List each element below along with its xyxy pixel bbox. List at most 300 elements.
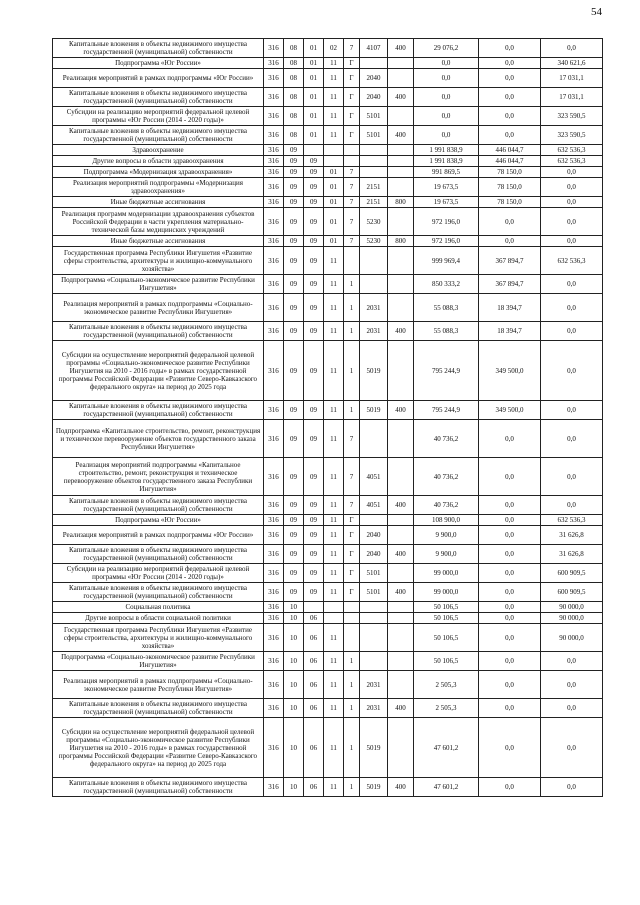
row-value-year2: 0,0 (479, 208, 541, 236)
row-name: Подпрограмма «Юг России» (53, 515, 264, 526)
row-cs-code: 2040 (360, 88, 388, 107)
row-name: Иные бюджетные ассигнования (53, 197, 264, 208)
row-cs-subprogram: Г (344, 545, 360, 564)
row-podrazdel: 06 (304, 624, 324, 652)
row-value-year2: 0,0 (479, 699, 541, 718)
row-name: Капитальные вложения в объекты недвижимого имущества государственной (муниципальной) собственности (53, 88, 264, 107)
row-name: Капитальные вложения в объекты недвижимого имущества государственной (муниципальной) собственности (53, 778, 264, 797)
row-value-year3: 0,0 (541, 236, 603, 247)
row-razdel: 09 (284, 145, 304, 156)
row-cs-subprogram: 1 (344, 401, 360, 420)
row-cs-program: 11 (324, 564, 344, 583)
row-value-year2: 0,0 (479, 718, 541, 778)
table-row (53, 401, 603, 420)
row-value-year1: 40 736,2 (414, 420, 479, 458)
table-row (53, 564, 603, 583)
row-vid-rashodov: 400 (388, 496, 414, 515)
row-ved: 316 (264, 420, 284, 458)
row-cs-subprogram: 7 (344, 39, 360, 58)
row-cs-code (360, 515, 388, 526)
row-value-year1: 9 900,0 (414, 526, 479, 545)
row-cs-program: 01 (324, 178, 344, 197)
row-cs-program: 11 (324, 126, 344, 145)
row-value-year1: 99 000,0 (414, 564, 479, 583)
row-podrazdel: 09 (304, 526, 324, 545)
row-value-year3: 0,0 (541, 778, 603, 797)
row-cs-subprogram: 1 (344, 294, 360, 322)
row-value-year3: 0,0 (541, 699, 603, 718)
row-razdel: 09 (284, 458, 304, 496)
row-value-year3: 0,0 (541, 458, 603, 496)
row-value-year1: 0,0 (414, 58, 479, 69)
row-value-year3: 632 536,3 (541, 156, 603, 167)
row-cs-program: 11 (324, 624, 344, 652)
row-vid-rashodov: 400 (388, 778, 414, 797)
row-value-year1: 795 244,9 (414, 341, 479, 401)
row-podrazdel: 09 (304, 322, 324, 341)
row-ved: 316 (264, 88, 284, 107)
row-ved: 316 (264, 545, 284, 564)
row-value-year1: 47 601,2 (414, 718, 479, 778)
table-row (53, 197, 603, 208)
row-ved: 316 (264, 236, 284, 247)
row-value-year3: 17 031,1 (541, 69, 603, 88)
row-vid-rashodov (388, 718, 414, 778)
row-ved: 316 (264, 69, 284, 88)
row-name: Реализация мероприятий в рамках подпрограммы «Юг России» (53, 69, 264, 88)
row-value-year3: 0,0 (541, 178, 603, 197)
table-row (53, 167, 603, 178)
row-name: Капитальные вложения в объекты недвижимого имущества государственной (муниципальной) собственности (53, 322, 264, 341)
row-cs-program: 11 (324, 496, 344, 515)
row-value-year1: 999 969,4 (414, 247, 479, 275)
table-row (53, 107, 603, 126)
row-cs-program: 01 (324, 167, 344, 178)
row-cs-subprogram: Г (344, 126, 360, 145)
row-podrazdel: 09 (304, 275, 324, 294)
row-value-year1: 50 106,5 (414, 652, 479, 671)
row-ved: 316 (264, 341, 284, 401)
row-razdel: 10 (284, 652, 304, 671)
row-cs-subprogram (344, 602, 360, 613)
row-cs-subprogram (344, 624, 360, 652)
row-vid-rashodov (388, 564, 414, 583)
row-value-year3: 0,0 (541, 420, 603, 458)
row-cs-code: 2031 (360, 322, 388, 341)
row-name: Капитальные вложения в объекты недвижимого имущества государственной (муниципальной) собственности (53, 699, 264, 718)
row-razdel: 09 (284, 247, 304, 275)
row-ved: 316 (264, 126, 284, 145)
row-cs-code: 5101 (360, 107, 388, 126)
row-cs-code: 2040 (360, 69, 388, 88)
row-value-year2: 0,0 (479, 671, 541, 699)
row-podrazdel: 09 (304, 496, 324, 515)
row-value-year2: 0,0 (479, 526, 541, 545)
row-name: Реализация мероприятий в рамках подпрограммы «Социально-экономическое развитие Республики Ингушетия» (53, 294, 264, 322)
row-name: Государственная программа Республики Ингушетия «Развитие сферы строительства, архитектуры и жилищно-коммунального хозяйства» (53, 247, 264, 275)
table-row (53, 718, 603, 778)
row-value-year1: 40 736,2 (414, 458, 479, 496)
row-value-year1: 19 673,5 (414, 178, 479, 197)
row-podrazdel (304, 145, 324, 156)
row-vid-rashodov (388, 515, 414, 526)
table-row (53, 671, 603, 699)
row-cs-code (360, 156, 388, 167)
row-name: Социальная политика (53, 602, 264, 613)
row-podrazdel: 09 (304, 458, 324, 496)
table-row (53, 294, 603, 322)
row-cs-code: 5101 (360, 583, 388, 602)
row-value-year3: 0,0 (541, 322, 603, 341)
row-ved: 316 (264, 156, 284, 167)
row-vid-rashodov (388, 247, 414, 275)
row-value-year3: 632 536,3 (541, 515, 603, 526)
row-cs-program: 02 (324, 39, 344, 58)
row-podrazdel: 06 (304, 671, 324, 699)
row-value-year2: 0,0 (479, 613, 541, 624)
row-cs-program: 11 (324, 247, 344, 275)
row-razdel: 10 (284, 624, 304, 652)
row-podrazdel: 09 (304, 247, 324, 275)
row-ved: 316 (264, 247, 284, 275)
row-cs-program: 11 (324, 420, 344, 458)
row-name: Субсидии на осуществление мероприятий федеральной целевой программы «Социально-экономическое развитие Республики Ингушетия на 2010 - 2016 годы» в рамках государственной программы Российской Федерации «Развитие Северо-Кавказского федерального округа» на период до 2025 года (53, 341, 264, 401)
table-row (53, 145, 603, 156)
row-razdel: 09 (284, 294, 304, 322)
row-cs-code: 5101 (360, 126, 388, 145)
row-ved: 316 (264, 699, 284, 718)
row-value-year2: 0,0 (479, 652, 541, 671)
row-value-year3: 0,0 (541, 496, 603, 515)
row-razdel: 08 (284, 58, 304, 69)
row-cs-code: 5019 (360, 341, 388, 401)
row-cs-program: 11 (324, 107, 344, 126)
row-cs-subprogram: Г (344, 88, 360, 107)
row-value-year1: 0,0 (414, 107, 479, 126)
row-razdel: 09 (284, 583, 304, 602)
row-value-year1: 1 991 838,9 (414, 156, 479, 167)
row-cs-code: 5230 (360, 208, 388, 236)
row-cs-program (324, 145, 344, 156)
row-value-year2: 0,0 (479, 564, 541, 583)
row-cs-subprogram: 1 (344, 778, 360, 797)
row-name: Подпрограмма «Социально-экономическое развитие Республики Ингушетия» (53, 275, 264, 294)
row-cs-code: 2031 (360, 294, 388, 322)
row-value-year2: 367 894,7 (479, 275, 541, 294)
table-row (53, 420, 603, 458)
row-cs-program: 11 (324, 526, 344, 545)
row-vid-rashodov (388, 602, 414, 613)
row-value-year2: 0,0 (479, 39, 541, 58)
row-cs-program: 01 (324, 236, 344, 247)
row-value-year1: 0,0 (414, 88, 479, 107)
row-value-year1: 850 333,2 (414, 275, 479, 294)
table-row (53, 88, 603, 107)
table-row (53, 583, 603, 602)
row-value-year3: 0,0 (541, 671, 603, 699)
row-name: Другие вопросы в области социальной политики (53, 613, 264, 624)
table-row (53, 236, 603, 247)
row-razdel: 08 (284, 88, 304, 107)
row-value-year2: 0,0 (479, 58, 541, 69)
row-cs-program: 11 (324, 545, 344, 564)
row-value-year3: 0,0 (541, 341, 603, 401)
row-name: Реализация мероприятий в рамках подпрограммы «Социально-экономическое развитие Республики Ингушетия» (53, 671, 264, 699)
row-vid-rashodov: 400 (388, 699, 414, 718)
row-vid-rashodov (388, 69, 414, 88)
row-podrazdel: 09 (304, 236, 324, 247)
row-cs-code (360, 613, 388, 624)
row-value-year3: 0,0 (541, 718, 603, 778)
row-vid-rashodov: 400 (388, 88, 414, 107)
row-name: Субсидии на осуществление мероприятий федеральной целевой программы «Социально-экономическое развитие Республики Ингушетия на 2010 - 2016 годы» в рамках государственной программы Российской Федерации «Развитие Северо-Кавказского федерального округа» на период до 2025 года (53, 718, 264, 778)
row-value-year2: 446 044,7 (479, 145, 541, 156)
row-cs-subprogram: 1 (344, 671, 360, 699)
row-podrazdel: 09 (304, 583, 324, 602)
row-value-year1: 9 900,0 (414, 545, 479, 564)
row-vid-rashodov (388, 624, 414, 652)
row-ved: 316 (264, 613, 284, 624)
table-row (53, 341, 603, 401)
row-value-year2: 349 500,0 (479, 401, 541, 420)
row-name: Капитальные вложения в объекты недвижимого имущества государственной (муниципальной) собственности (53, 583, 264, 602)
row-podrazdel: 09 (304, 545, 324, 564)
row-razdel: 10 (284, 602, 304, 613)
row-vid-rashodov (388, 671, 414, 699)
row-value-year3: 600 909,5 (541, 564, 603, 583)
row-cs-code (360, 652, 388, 671)
row-cs-subprogram: Г (344, 107, 360, 126)
row-name: Государственная программа Республики Ингушетия «Развитие сферы строительства, архитектуры и жилищно-коммунального хозяйства» (53, 624, 264, 652)
table-row (53, 515, 603, 526)
row-value-year2: 18 394,7 (479, 322, 541, 341)
table-row (53, 69, 603, 88)
row-cs-code: 5019 (360, 401, 388, 420)
row-cs-subprogram: Г (344, 515, 360, 526)
row-cs-code: 2031 (360, 671, 388, 699)
row-cs-subprogram: Г (344, 564, 360, 583)
row-cs-code (360, 167, 388, 178)
row-value-year3: 0,0 (541, 401, 603, 420)
row-value-year2: 349 500,0 (479, 341, 541, 401)
row-value-year3: 340 621,6 (541, 58, 603, 69)
row-value-year2: 367 894,7 (479, 247, 541, 275)
row-value-year3: 323 590,5 (541, 107, 603, 126)
row-ved: 316 (264, 526, 284, 545)
table-row (53, 699, 603, 718)
row-vid-rashodov (388, 156, 414, 167)
row-cs-code: 5019 (360, 778, 388, 797)
row-vid-rashodov (388, 652, 414, 671)
row-vid-rashodov (388, 208, 414, 236)
row-cs-subprogram: 7 (344, 236, 360, 247)
row-cs-code (360, 275, 388, 294)
row-vid-rashodov (388, 458, 414, 496)
row-cs-program: 01 (324, 208, 344, 236)
row-cs-program: 11 (324, 341, 344, 401)
page-number: 54 (591, 6, 602, 18)
row-ved: 316 (264, 652, 284, 671)
row-value-year2: 446 044,7 (479, 156, 541, 167)
row-vid-rashodov (388, 526, 414, 545)
row-value-year3: 632 536,3 (541, 247, 603, 275)
row-razdel: 09 (284, 167, 304, 178)
row-ved: 316 (264, 197, 284, 208)
row-vid-rashodov (388, 107, 414, 126)
row-value-year2: 0,0 (479, 496, 541, 515)
row-ved: 316 (264, 564, 284, 583)
row-value-year1: 50 106,5 (414, 613, 479, 624)
row-podrazdel: 09 (304, 197, 324, 208)
row-name: Субсидии на реализацию мероприятий федеральной целевой программы «Юг России (2014 - 2020 годы)» (53, 564, 264, 583)
row-razdel: 09 (284, 341, 304, 401)
row-podrazdel (304, 602, 324, 613)
row-value-year3: 31 626,8 (541, 545, 603, 564)
row-cs-subprogram (344, 145, 360, 156)
row-value-year2: 0,0 (479, 236, 541, 247)
row-cs-code: 5101 (360, 564, 388, 583)
row-ved: 316 (264, 107, 284, 126)
row-ved: 316 (264, 515, 284, 526)
row-name: Подпрограмма «Юг России» (53, 58, 264, 69)
row-razdel: 08 (284, 107, 304, 126)
row-cs-program: 11 (324, 88, 344, 107)
row-value-year3: 0,0 (541, 275, 603, 294)
row-razdel: 10 (284, 671, 304, 699)
row-razdel: 09 (284, 515, 304, 526)
row-value-year1: 2 505,3 (414, 671, 479, 699)
row-value-year2: 18 394,7 (479, 294, 541, 322)
row-cs-program: 11 (324, 401, 344, 420)
row-podrazdel: 01 (304, 58, 324, 69)
row-name: Здравоохранение (53, 145, 264, 156)
row-vid-rashodov: 400 (388, 39, 414, 58)
row-vid-rashodov (388, 58, 414, 69)
row-cs-subprogram: 1 (344, 652, 360, 671)
row-value-year1: 50 106,5 (414, 624, 479, 652)
row-value-year1: 0,0 (414, 69, 479, 88)
row-name: Капитальные вложения в объекты недвижимого имущества государственной (муниципальной) собственности (53, 401, 264, 420)
row-value-year1: 972 196,0 (414, 236, 479, 247)
row-cs-subprogram (344, 247, 360, 275)
row-podrazdel: 06 (304, 613, 324, 624)
row-vid-rashodov (388, 145, 414, 156)
row-value-year2: 0,0 (479, 545, 541, 564)
table-row (53, 156, 603, 167)
row-razdel: 10 (284, 699, 304, 718)
table-row (53, 458, 603, 496)
row-cs-subprogram: Г (344, 526, 360, 545)
row-podrazdel: 01 (304, 39, 324, 58)
row-cs-program: 11 (324, 718, 344, 778)
table-row (53, 624, 603, 652)
row-cs-program (324, 613, 344, 624)
row-name: Реализация мероприятий в рамках подпрограммы «Юг России» (53, 526, 264, 545)
row-cs-subprogram: 7 (344, 458, 360, 496)
row-cs-program: 11 (324, 322, 344, 341)
row-cs-code: 2031 (360, 699, 388, 718)
row-vid-rashodov (388, 341, 414, 401)
row-vid-rashodov: 400 (388, 322, 414, 341)
row-value-year1: 50 106,5 (414, 602, 479, 613)
row-name: Реализация мероприятий подпрограммы «Капитальное строительство, ремонт, реконструкция и техническое перевооружение объектов государственного заказа Республики Ингушетия» (53, 458, 264, 496)
row-ved: 316 (264, 294, 284, 322)
row-podrazdel: 09 (304, 156, 324, 167)
row-razdel: 09 (284, 322, 304, 341)
row-podrazdel: 06 (304, 652, 324, 671)
row-cs-code: 2151 (360, 197, 388, 208)
row-podrazdel: 09 (304, 208, 324, 236)
row-podrazdel: 09 (304, 294, 324, 322)
row-ved: 316 (264, 671, 284, 699)
row-value-year1: 19 673,5 (414, 197, 479, 208)
table-row (53, 613, 603, 624)
row-value-year2: 0,0 (479, 778, 541, 797)
row-cs-code: 5019 (360, 718, 388, 778)
row-ved: 316 (264, 145, 284, 156)
row-podrazdel: 09 (304, 515, 324, 526)
row-vid-rashodov (388, 178, 414, 197)
row-name: Подпрограмма «Социально-экономическое развитие Республики Ингушетия» (53, 652, 264, 671)
row-cs-code: 2040 (360, 526, 388, 545)
row-name: Другие вопросы в области здравоохранения (53, 156, 264, 167)
row-cs-subprogram: 1 (344, 699, 360, 718)
row-cs-code: 4107 (360, 39, 388, 58)
row-cs-program: 11 (324, 458, 344, 496)
row-cs-subprogram: Г (344, 583, 360, 602)
row-cs-code: 5230 (360, 236, 388, 247)
row-ved: 316 (264, 624, 284, 652)
row-value-year3: 0,0 (541, 208, 603, 236)
row-cs-subprogram: Г (344, 58, 360, 69)
row-razdel: 09 (284, 197, 304, 208)
row-cs-code: 2151 (360, 178, 388, 197)
row-value-year2: 0,0 (479, 107, 541, 126)
row-razdel: 09 (284, 420, 304, 458)
row-name: Подпрограмма «Капитальное строительство, ремонт, реконструкция и техническое перевооружение объектов государственного заказа Республики Ингушетия» (53, 420, 264, 458)
row-ved: 316 (264, 401, 284, 420)
row-razdel: 09 (284, 496, 304, 515)
row-cs-program: 11 (324, 652, 344, 671)
row-value-year1: 0,0 (414, 126, 479, 145)
row-value-year2: 78 150,0 (479, 178, 541, 197)
row-vid-rashodov: 400 (388, 401, 414, 420)
row-name: Капитальные вложения в объекты недвижимого имущества государственной (муниципальной) собственности (53, 496, 264, 515)
row-razdel: 09 (284, 208, 304, 236)
row-cs-program: 11 (324, 699, 344, 718)
table-row (53, 178, 603, 197)
row-podrazdel: 01 (304, 88, 324, 107)
row-ved: 316 (264, 275, 284, 294)
row-vid-rashodov (388, 420, 414, 458)
row-value-year2: 0,0 (479, 126, 541, 145)
table-row (53, 275, 603, 294)
row-name: Капитальные вложения в объекты недвижимого имущества государственной (муниципальной) собственности (53, 126, 264, 145)
row-value-year3: 632 536,3 (541, 145, 603, 156)
row-value-year2: 0,0 (479, 88, 541, 107)
table-row (53, 247, 603, 275)
table-row (53, 778, 603, 797)
row-cs-program: 11 (324, 515, 344, 526)
row-value-year2: 78 150,0 (479, 197, 541, 208)
row-name: Капитальные вложения в объекты недвижимого имущества государственной (муниципальной) собственности (53, 545, 264, 564)
row-podrazdel: 06 (304, 699, 324, 718)
row-razdel: 09 (284, 275, 304, 294)
row-ved: 316 (264, 718, 284, 778)
row-name: Реализация мероприятий подпрограммы «Модернизация здравоохранения» (53, 178, 264, 197)
row-cs-program: 11 (324, 583, 344, 602)
row-value-year1: 972 196,0 (414, 208, 479, 236)
